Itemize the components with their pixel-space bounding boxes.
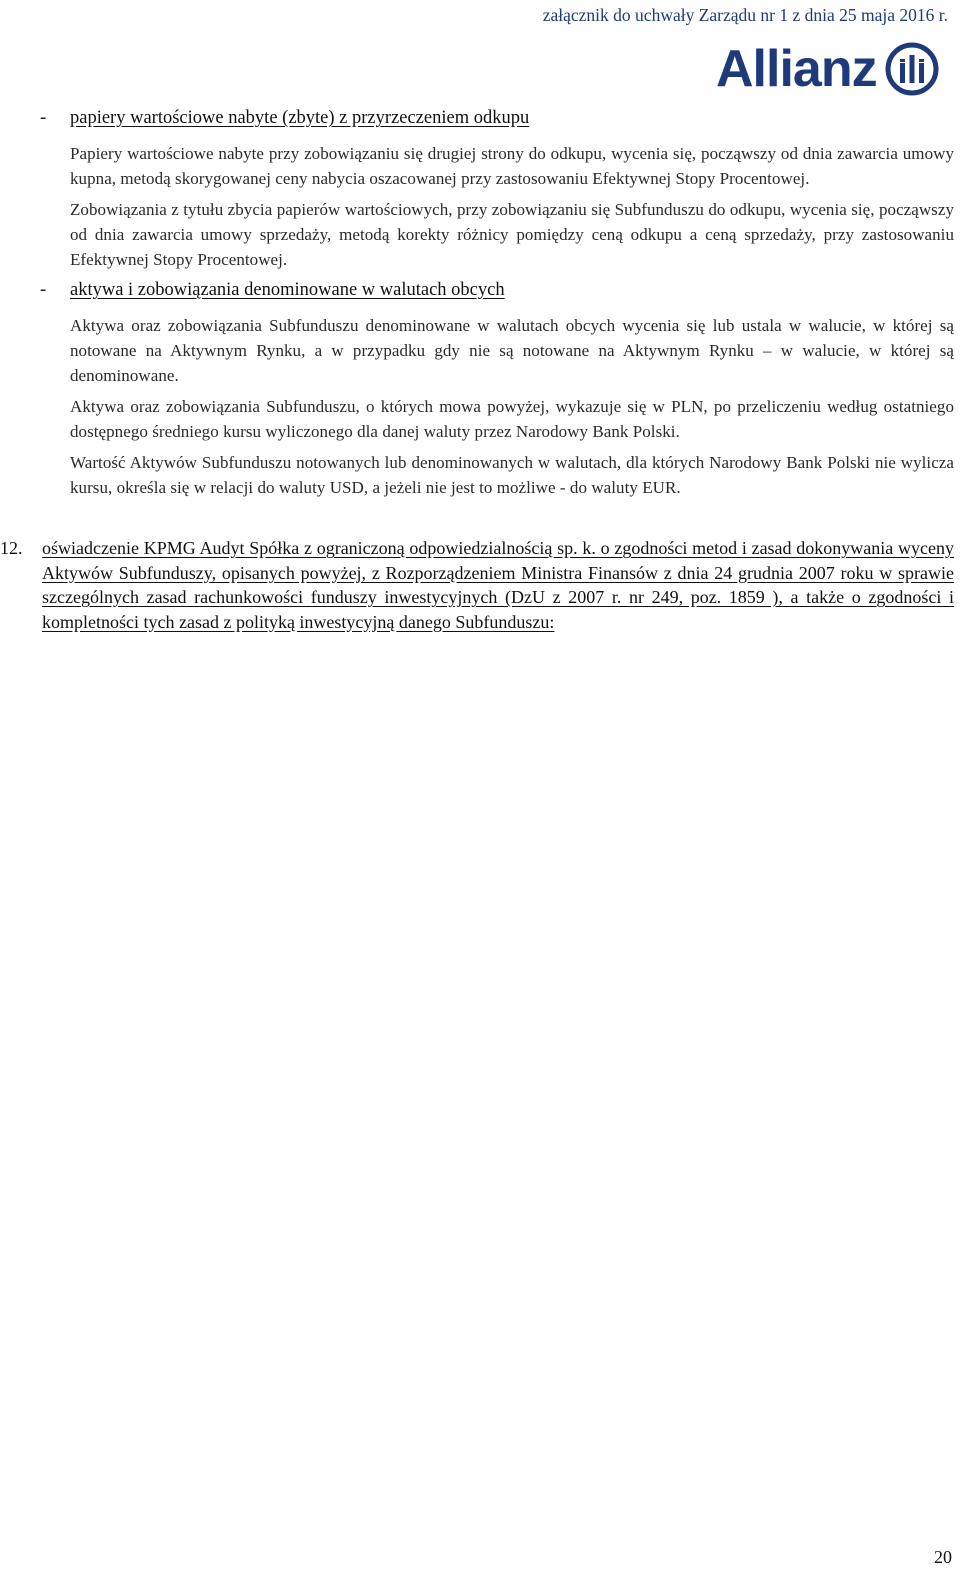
- page-number: 20: [934, 1547, 952, 1567]
- header-note: załącznik do uchwały Zarządu nr 1 z dnia 25 maja 2016 r.: [542, 5, 948, 25]
- paragraph: Zobowiązania z tytułu zbycia papierów wartościowych, przy zobowiązaniu się Subfunduszu do odkupu, wycenia się, począwszy od dnia zawarcia umowy sprzedaży, metodą korekty różnicy pomiędzy ceną odkupu a ceną sprzedaży, przy zastosowaniu Efektywnej Stopy Procentowej.: [70, 200, 954, 269]
- section-12: [0, 536, 960, 634]
- section-text: oświadczenie KPMG Audyt Spółka z ograniczoną odpowiedzialnością sp. k. o zgodności metod i zasad dokonywania wyceny Aktywów Subfunduszy, opisanych powyżej, z Rozporządzeniem Ministra Finansów z dnia 24 grudnia 2007 roku w sprawie szczególnych zasad rachunkowości funduszy inwestycyjnych (DzU z 2007 r. nr 249, poz. 1859 ), a także o zgodności i kompletności tych zasad z polityką inwestycyjną danego Subfunduszu:: [42, 538, 954, 632]
- section-number: 12.: [0, 538, 23, 558]
- logo-wordmark: Allianz: [716, 40, 877, 98]
- bullet-heading-repo: [0, 106, 960, 131]
- allianz-logo: [716, 40, 942, 100]
- bullet-heading-text: papiery wartościowe nabyte (zbyte) z przyrzeczeniem odkupu: [70, 108, 530, 128]
- paragraph: Papiery wartościowe nabyte przy zobowiązaniu się drugiej strony do odkupu, wycenia się, począwszy od dnia zawarcia umowy kupna, metodą skorygowanej ceny nabycia oszacowanej przy zastosowaniu Efektywnej Stopy Procentowej.: [70, 144, 954, 188]
- bullet-dash: -: [40, 280, 47, 300]
- bullet-dash: -: [40, 108, 47, 128]
- allianz-logo-graphic: [716, 40, 942, 100]
- paragraph: Wartość Aktywów Subfunduszu notowanych lub denominowanych w walutach, dla których Narodowy Bank Polski nie wylicza kursu, określa się w relacji do waluty USD, a jeżeli nie jest to możliwe - do waluty EUR.: [70, 453, 954, 497]
- document-body: [0, 106, 960, 634]
- bullet-heading-text: aktywa i zobowiązania denominowane w walutach obcych: [70, 280, 505, 300]
- bullet-heading-fx: [0, 278, 960, 303]
- paragraph: Aktywa oraz zobowiązania Subfunduszu, o których mowa powyżej, wykazuje się w PLN, po przeliczeniu według ostatniego dostępnego średniego kursu wyliczonego dla danej waluty przez Narodowy Bank Polski.: [70, 397, 954, 441]
- paragraph: Aktywa oraz zobowiązania Subfunduszu denominowane w walutach obcych wycenia się lub ustala w walucie, w której są notowane na Aktywnym Rynku, a w przypadku gdy nie są notowane na Aktywnym Rynku – w walucie, w której są denominowane.: [70, 316, 954, 385]
- allianz-eagle-icon: [888, 45, 936, 93]
